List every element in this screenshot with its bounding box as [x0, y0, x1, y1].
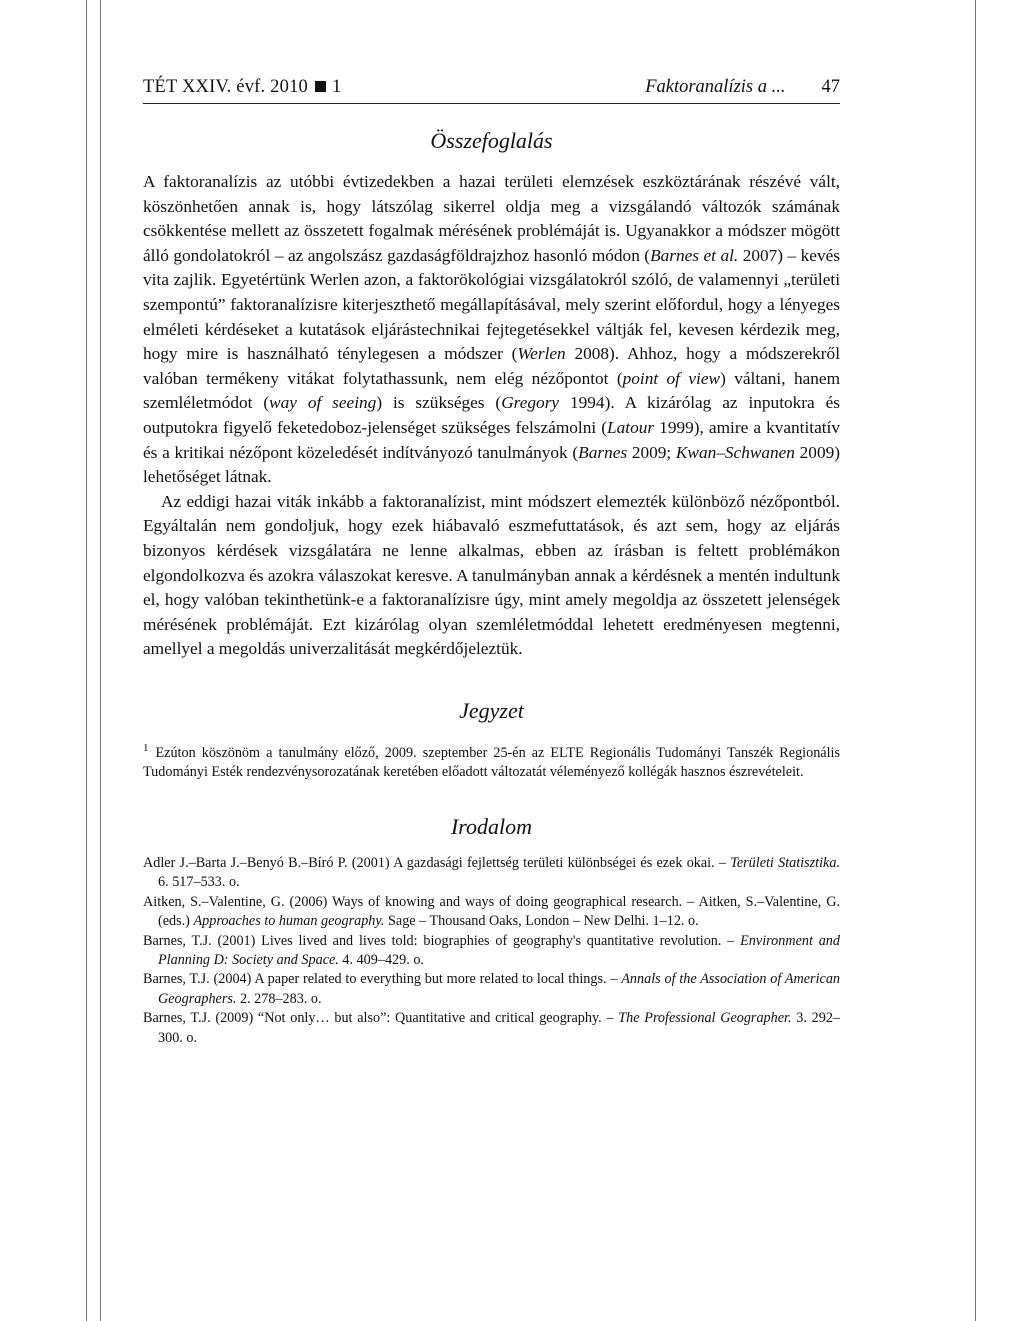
citation-author: Latour: [607, 417, 655, 437]
footnote: [143, 739, 840, 783]
reference-pages: 2. 278–283. o.: [236, 990, 322, 1007]
text-run: 2007) – kevés vita zajlik. Egyetértünk Werlen azon, a faktorökológiai vizsgálatokról szóló, de valamennyi „területi szempontú” faktoranalízisre kiterjeszthető megállapításával, mely szerint előfordul, hogy a lényeges elméleti kérdéseket a kutatások eljárástechnikai fejtegetésekkel váltják fel, kevesen kérdezik meg, hogy mire is használható ténylegesen a módszer (: [143, 245, 840, 364]
reference-pages: 4. 409–429. o.: [338, 951, 424, 968]
reference-item: [143, 854, 840, 893]
scan-edge-line: [975, 0, 976, 1321]
emphasis: point of view: [622, 368, 721, 388]
reference-text: Barnes, T.J. (2004) A paper related to everything but more related to local things. –: [143, 971, 622, 988]
reference-source: Approaches to human geography.: [193, 913, 385, 930]
text-run: 2009;: [627, 442, 676, 462]
running-title: Faktoranalízis a ...: [645, 77, 786, 97]
reference-pages: Sage – Thousand Oaks, London – New Delhi. 1–12. o.: [384, 913, 699, 930]
reference-text: Barnes, T.J. (2009) “Not only… but also”: Quantitative and critical geography. –: [143, 1010, 619, 1027]
journal-page: [143, 75, 840, 1048]
journal-volume: TÉT XXIV. évf. 2010: [143, 77, 308, 97]
reference-list: [143, 854, 840, 1048]
text-run: 2008). Ahhoz, hogy a módszerekről valóban termékeny vitákat folytathassunk, nem elég nézőpontot (: [143, 344, 840, 388]
reference-text: Adler J.–Barta J.–Benyó B.–Bíró P. (2001) A gazdasági fejlettség területi különbségei és ezek okai. –: [143, 854, 731, 871]
reference-source: The Professional Geographer.: [618, 1010, 792, 1027]
citation-author: Kwan–Schwanen: [675, 442, 795, 462]
summary-paragraph-2: Az eddigi hazai viták inkább a faktoranalízist, mint módszert elemezték különböző nézőpontból. Egyáltalán nem gondoljuk, hogy ezek hiábavaló eszmefuttatások, és azt sem, hogy az eljárás bizonyos kérdések vizsgálatára ne lenne alkalmas, ebben az írásban is feltett problémákon elgondolkozva és azokra válaszokat keresve. A tanulmányban annak a kérdésnek a mentén indultunk el, hogy valóban tekinthetünk-e a faktoranalízisre úgy, mint amely megoldja az összetett jelenségek mérésének problémáját. Ezt kizárólag olyan szemléletmóddal lehetett eredményesen megtenni, amellyel a megoldás univerzalitását megkérdőjeleztük.: [143, 491, 840, 659]
reference-source: Annals of the Association of American Geographers.: [158, 971, 841, 1007]
text-run: A faktoranalízis az utóbbi évtizedekben a hazai területi elemzések eszköztárának részévé vált, köszönhetően annak is, hogy látszólag sikerrel oldja meg a vizsgálandó változók számának csökkentése mellett az összetett fogalmak mérésének problémáját is. Ugyanakkor a módszer mögött álló gondolatokról – az angolszász gazdaságföldrajzhoz hasonló módon (: [143, 172, 840, 265]
text-run: 1999), amire a kvantitatív és a kritikai nézőpont közeledését indítványozó tanulmányok (: [143, 417, 840, 462]
text-run: 2009) lehetőséget látnak.: [143, 442, 840, 487]
text-run: ) is szükséges (: [376, 393, 502, 413]
notes-heading: Jegyzet: [459, 697, 524, 723]
text-run: 1994). A kizárólag az inputokra és outputokra figyelő feketedoboz-jelenséget szükséges felszámolni (: [143, 393, 840, 437]
reference-source: Területi Statisztika.: [730, 854, 840, 871]
summary-heading: Összefoglalás: [430, 128, 553, 153]
journal-issue: [143, 75, 341, 99]
citation-author: Gregory: [501, 393, 560, 413]
reference-item: [143, 1009, 840, 1048]
reference-item: [143, 970, 840, 1009]
reference-text: Aitken, S.–Valentine, G. (2006) Ways of knowing and ways of doing geographical research. – Aitken, S.–Valentine, G. (eds.): [143, 893, 840, 930]
page-number: 47: [821, 77, 840, 97]
scan-edge-line: [86, 0, 87, 1321]
emphasis: way of seeing: [269, 393, 377, 413]
reference-item: [143, 893, 840, 932]
reference-text: Barnes, T.J. (2001) Lives lived and lives told: biographies of geography's quantitative revolution. –: [143, 932, 741, 949]
citation-author: Werlen: [517, 344, 566, 364]
reference-item: [143, 932, 840, 971]
issue-number: 1: [331, 77, 342, 97]
references-heading: Irodalom: [450, 813, 533, 839]
reference-pages: 3. 292–300. o.: [158, 1010, 840, 1046]
citation-author: Barnes et al.: [650, 245, 739, 265]
running-head: [143, 75, 840, 104]
reference-source: Environment and Planning D: Society and Space.: [158, 932, 840, 968]
reference-pages: 6. 517–533. o.: [158, 874, 240, 891]
running-head-right: [645, 75, 840, 99]
summary-paragraph-1: [143, 170, 840, 490]
footnote-marker: 1: [143, 741, 149, 754]
citation-author: Barnes: [578, 442, 628, 462]
text-run: ) váltani, hanem szemléletmódot (: [143, 368, 841, 413]
scan-edge-line: [100, 0, 101, 1321]
footnote-text: Ezúton köszönöm a tanulmány előző, 2009. szeptember 25-én az ELTE Regionális Tudományi Tanszék Regionális Tudományi Esték rendezvénysorozatának keretében előadott változatát véleményező kollégák hasznos észrevételeit.: [143, 744, 840, 781]
square-icon: [315, 81, 326, 92]
